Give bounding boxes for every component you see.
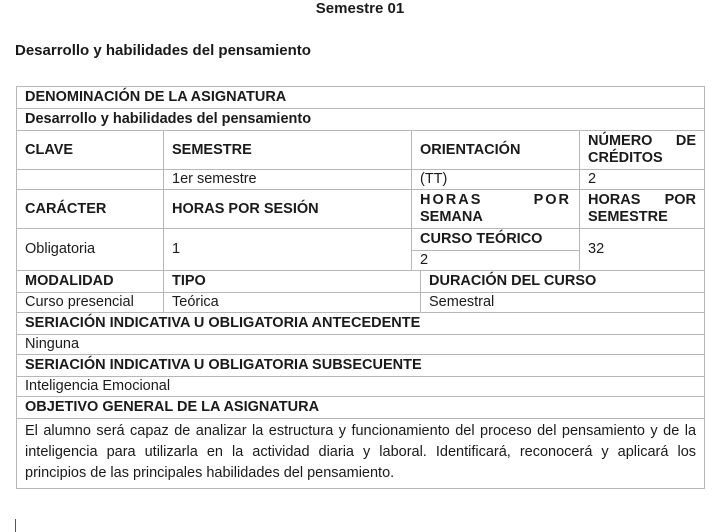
creditos-label-line-2: CRÉDITOS xyxy=(588,150,663,166)
seriacion-subsecuente-value: Inteligencia Emocional xyxy=(17,377,705,397)
tipo-value: Teórica xyxy=(164,293,421,313)
horas-semana-label xyxy=(412,190,580,229)
horas-semestre-label-line-1: HORAS POR xyxy=(588,192,697,208)
creditos-label-line-1: NÚMERO DE xyxy=(588,133,697,149)
horas-sesion-label: HORAS POR SESIÓN xyxy=(164,190,412,229)
clave-label: CLAVE xyxy=(17,131,164,170)
curso-teorico-value: 2 xyxy=(412,251,580,271)
caracter-label: CARÁCTER xyxy=(17,190,164,229)
subject-info-table xyxy=(16,86,705,489)
semestre-value: 1er semestre xyxy=(164,170,412,190)
creditos-value: 2 xyxy=(580,170,705,190)
seriacion-subsecuente-label: SERIACIÓN INDICATIVA U OBLIGATORIA SUBSECUENTE xyxy=(17,355,705,377)
curso-teorico-label: CURSO TEÓRICO xyxy=(412,229,580,251)
modalidad-value: Curso presencial xyxy=(17,293,164,313)
duracion-label: DURACIÓN DEL CURSO xyxy=(421,271,705,293)
objetivo-value: El alumno será capaz de analizar la estructura y funcionamiento del proceso del pensamiento y de la inteligencia para utilizarla en la actividad diaria y laboral. Identificará, reconocerá y aplicará los principios de las principales habilidades del pensamiento. xyxy=(17,419,705,489)
clave-value xyxy=(17,170,164,190)
caracter-value: Obligatoria xyxy=(17,229,164,271)
objetivo-label: OBJETIVO GENERAL DE LA ASIGNATURA xyxy=(17,397,705,419)
seriacion-antecedente-label: SERIACIÓN INDICATIVA U OBLIGATORIA ANTECEDENTE xyxy=(17,313,705,335)
horas-semestre-label-line-2: SEMESTRE xyxy=(588,209,668,225)
modalidad-label: MODALIDAD xyxy=(17,271,164,293)
duracion-value: Semestral xyxy=(421,293,705,313)
semester-heading: Semestre 01 xyxy=(315,0,405,17)
horas-semana-label-line-1: HORAS POR xyxy=(420,192,571,208)
horas-semana-label-line-2: SEMANA xyxy=(420,209,483,225)
orientacion-label: ORIENTACIÓN xyxy=(412,131,580,170)
horas-semestre-label xyxy=(580,190,705,229)
denominacion-label: DENOMINACIÓN DE LA ASIGNATURA xyxy=(17,87,705,109)
horas-sesion-value: 1 xyxy=(164,229,412,271)
seriacion-antecedente-value: Ninguna xyxy=(17,335,705,355)
orientacion-value: (TT) xyxy=(412,170,580,190)
subject-title: Desarrollo y habilidades del pensamiento xyxy=(15,42,311,59)
semestre-label: SEMESTRE xyxy=(164,131,412,170)
creditos-label xyxy=(580,131,705,170)
horas-semestre-value: 32 xyxy=(580,229,705,271)
text-cursor xyxy=(15,519,16,532)
tipo-label: TIPO xyxy=(164,271,421,293)
denominacion-value: Desarrollo y habilidades del pensamiento xyxy=(17,109,705,131)
